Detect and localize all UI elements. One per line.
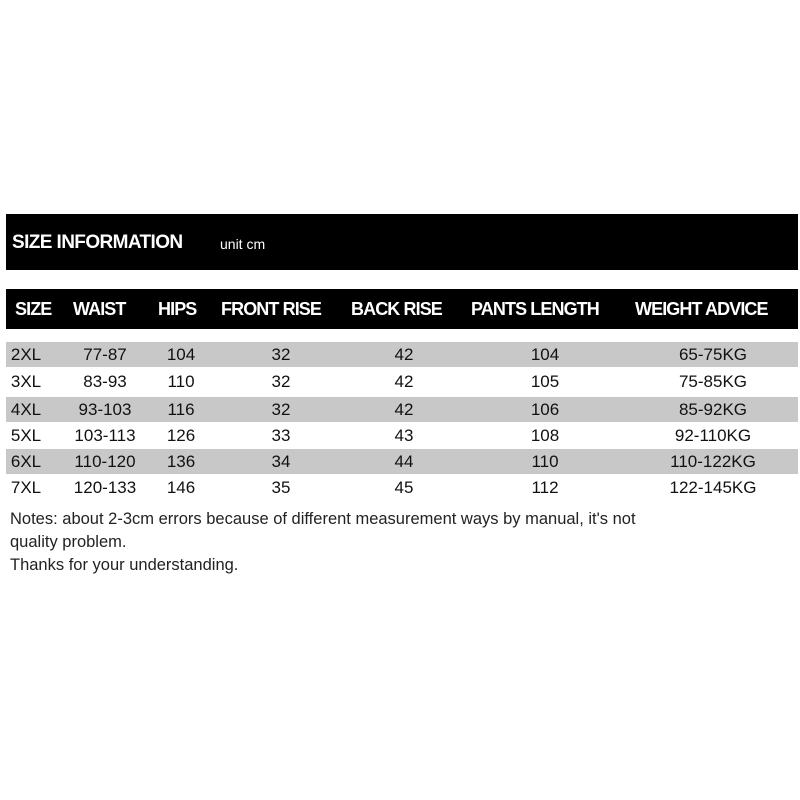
table-row <box>6 342 798 367</box>
cell-size: 6XL <box>10 452 42 471</box>
cell-size: 2XL <box>10 345 42 364</box>
cell-waist: 120-133 <box>73 478 137 497</box>
cell-front-rise: 34 <box>271 452 291 471</box>
cell-back-rise: 43 <box>394 426 414 445</box>
cell-back-rise: 44 <box>394 452 414 471</box>
cell-front-rise: 32 <box>271 372 291 391</box>
header-pants-length: PANTS LENGTH <box>471 299 599 319</box>
cell-waist: 83-93 <box>83 372 127 391</box>
cell-hips: 110 <box>167 372 195 391</box>
table-header <box>6 289 798 329</box>
cell-weight-advice: 122-145KG <box>669 478 757 497</box>
cell-size: 4XL <box>10 400 42 419</box>
header-back-rise: BACK RISE <box>351 299 442 319</box>
table-row <box>6 475 798 500</box>
cell-front-rise: 35 <box>271 478 291 497</box>
header-size: SIZE <box>15 299 52 319</box>
cell-weight-advice: 92-110KG <box>674 426 752 445</box>
cell-back-rise: 45 <box>394 478 414 497</box>
cell-waist: 77-87 <box>83 345 127 364</box>
cell-waist: 103-113 <box>74 426 136 445</box>
cell-front-rise: 32 <box>271 345 291 364</box>
unit-label: unit cm <box>220 236 266 252</box>
cell-waist: 93-103 <box>78 400 132 419</box>
cell-weight-advice: 110-122KG <box>670 452 756 471</box>
header-hips: HIPS <box>158 299 197 319</box>
cell-size: 5XL <box>10 426 42 445</box>
title-bar <box>6 214 798 270</box>
header-front-rise: FRONT RISE <box>221 299 322 319</box>
header-waist: WAIST <box>73 299 126 319</box>
table-row <box>6 449 798 474</box>
table-row <box>6 369 798 394</box>
cell-weight-advice: 85-92KG <box>678 400 748 419</box>
cell-weight-advice: 65-75KG <box>678 345 748 364</box>
cell-hips: 146 <box>166 478 196 497</box>
notes-line: Notes: about 2-3cm errors because of different measurement ways by manual, it's not <box>10 510 636 528</box>
cell-pants-length: 106 <box>530 400 560 419</box>
cell-pants-length: 108 <box>530 426 560 445</box>
notes-section <box>10 508 790 577</box>
cell-hips: 116 <box>167 400 195 419</box>
table-row <box>6 423 798 448</box>
cell-pants-length: 112 <box>531 478 559 497</box>
cell-back-rise: 42 <box>394 372 414 391</box>
page-title: SIZE INFORMATION <box>12 232 183 253</box>
cell-hips: 104 <box>166 345 196 364</box>
cell-pants-length: 104 <box>530 345 560 364</box>
cell-pants-length: 110 <box>531 452 559 471</box>
thanks-line: Thanks for your understanding. <box>10 556 239 574</box>
cell-waist: 110-120 <box>74 452 136 471</box>
cell-back-rise: 42 <box>394 345 414 364</box>
cell-front-rise: 32 <box>271 400 291 419</box>
table-row <box>6 397 798 422</box>
cell-pants-length: 105 <box>530 372 560 391</box>
cell-front-rise: 33 <box>271 426 291 445</box>
notes-line: quality problem. <box>10 533 127 551</box>
header-weight-advice: WEIGHT ADVICE <box>635 299 768 319</box>
cell-back-rise: 42 <box>394 400 414 419</box>
cell-weight-advice: 75-85KG <box>678 372 748 391</box>
cell-size: 3XL <box>10 372 42 391</box>
cell-hips: 126 <box>166 426 196 445</box>
cell-size: 7XL <box>10 478 42 497</box>
cell-hips: 136 <box>166 452 196 471</box>
